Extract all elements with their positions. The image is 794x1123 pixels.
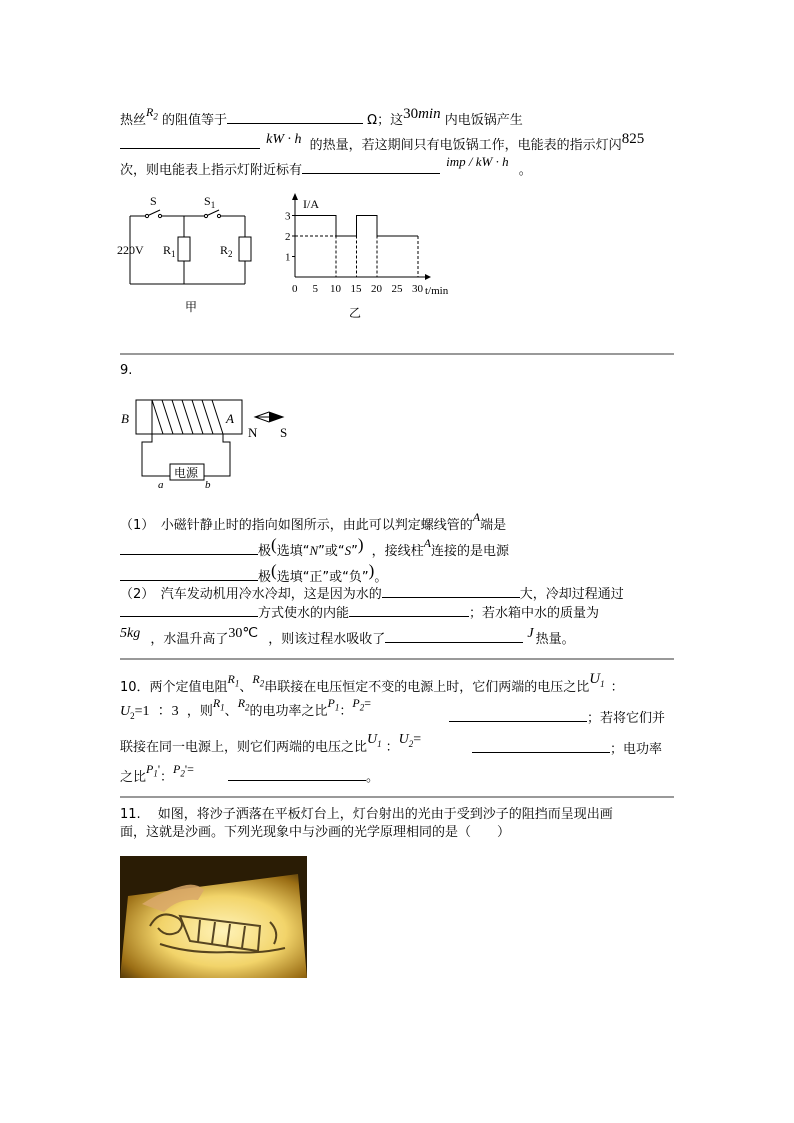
q9-text: 方式使水的内能 — [258, 606, 350, 621]
var-p1: $P_1$ — [327, 696, 340, 713]
q11-text-line1: 11. 如图，将沙子洒落在平板灯台上，灯台射出的光由于受到沙子的阻挡而呈现出画 — [120, 807, 613, 822]
x-tick-label: 15 — [350, 283, 362, 295]
q10-blank2-wrap — [472, 738, 662, 757]
q9-text: 选填“ — [276, 544, 310, 559]
q10-text: ： — [160, 770, 174, 785]
q9-part2-line1 — [120, 583, 624, 602]
var-p1-prime: $P_1'$ — [146, 762, 161, 779]
paren: ( — [271, 561, 277, 580]
q8-time: 30min — [403, 106, 441, 122]
divider — [120, 658, 674, 660]
q10-text: 。 — [365, 770, 379, 785]
var-p2-prime: $P_2'=$ — [173, 762, 194, 779]
voltage-label: 220V — [117, 243, 144, 257]
sand-painting-photo — [120, 856, 307, 978]
r1-label: $R_1$ — [163, 243, 176, 259]
r2-label: $R_2$ — [220, 243, 233, 259]
q10-text: 联接在同一电源上，则它们两端的电压之比 — [120, 740, 368, 755]
circuit-diagram-jia — [116, 190, 266, 320]
answer-blank[interactable] — [385, 628, 523, 643]
y-tick-label: 3 — [285, 210, 291, 223]
q9-text: 极 — [258, 544, 272, 559]
q10-text: ，则 — [186, 704, 213, 719]
q10-line3 — [120, 732, 422, 757]
y-tick-label: 1 — [285, 251, 291, 264]
temp-value: 30℃ — [228, 626, 259, 641]
var-a: A — [423, 536, 432, 550]
x-tick-label: 5 — [312, 283, 318, 295]
power-source-label: 电源 — [174, 466, 199, 480]
answer-blank[interactable] — [228, 766, 366, 781]
x-tick-label: 30 — [412, 283, 423, 295]
answer-blank[interactable] — [302, 159, 440, 174]
q10-text: 10．两个定值电阻 — [120, 680, 228, 695]
q11-text-line2: 面，这就是沙画。下列光现象中与沙画的光学原理相同的是（ ） — [120, 825, 511, 840]
switch-s1-label: $S_1$ — [204, 194, 216, 210]
q9-part1-line1 — [120, 510, 507, 533]
y-axis-label: I/A — [303, 197, 319, 211]
solenoid-end-a: A — [226, 411, 234, 426]
question-number-9: 9. — [120, 363, 133, 378]
q9-text: 端是 — [480, 518, 507, 533]
y-axis-arrow — [292, 193, 298, 200]
needle-s-label: S — [280, 425, 288, 440]
q9-text: ，则该过程水吸收了 — [268, 632, 386, 647]
divider — [120, 796, 674, 798]
answer-blank[interactable] — [349, 602, 469, 617]
var-u2: $U_2=1$ — [120, 704, 150, 721]
var-r1: $R_1$ — [227, 672, 240, 689]
var-r2: $R_2$ — [237, 696, 250, 713]
q10-text: 之比 — [120, 770, 147, 785]
ratio-value: ：3 — [157, 704, 179, 719]
q8-text: 的阻值等于 — [162, 113, 228, 128]
terminal-a-label: a — [158, 479, 164, 491]
needle-n-label: N — [248, 425, 258, 440]
answer-blank[interactable] — [120, 540, 258, 555]
q9-text: （2） 汽车发动机用冷水冷却，这是因为水的 — [120, 587, 382, 602]
var-r2: $R_2$ — [252, 672, 265, 689]
var-p2: $P_2=$ — [352, 696, 372, 713]
q9-text: ，水温升高了 — [150, 632, 229, 647]
paren: ) — [368, 561, 375, 580]
q9-text: 大，冷却过程通过 — [519, 587, 624, 602]
current-time-graph — [276, 190, 466, 322]
q10-blank1-wrap — [449, 707, 665, 726]
answer-blank[interactable] — [382, 583, 520, 598]
var-r1: $R_1$ — [212, 696, 225, 713]
answer-blank[interactable] — [449, 707, 587, 722]
var-u1: $U_1$ — [367, 732, 382, 749]
q9-text: 连接的是电源 — [431, 544, 510, 559]
q10-text: ；电功率 — [610, 742, 663, 757]
x-axis-label: t/min — [425, 285, 449, 297]
answer-blank[interactable] — [120, 566, 258, 581]
q10-text: 、 — [224, 704, 238, 719]
solenoid-end-b: B — [121, 411, 129, 426]
q8-text: 内电饭锅产生 — [444, 113, 523, 128]
unit-kwh: kW · h — [266, 132, 302, 147]
divider — [120, 353, 674, 355]
q9-text: ” — [351, 544, 358, 559]
unit-imp: imp / kW · h — [446, 154, 509, 169]
caption-yi: 乙 — [349, 306, 362, 320]
q10-text: ；若将它们并 — [587, 711, 666, 726]
q10-text: ： — [610, 680, 624, 695]
x-tick-label: 25 — [391, 283, 403, 295]
q10-text: ： — [385, 740, 399, 755]
q10-line4 — [120, 762, 379, 786]
q9-text: ；若水箱中水的质量为 — [469, 606, 600, 621]
paren: ) — [357, 535, 364, 554]
paren: ( — [271, 535, 277, 554]
q10-text: 、 — [239, 680, 253, 695]
q8-text: 热丝 — [120, 113, 147, 128]
var-a: A — [472, 510, 481, 524]
q9-text: 选填“正”或“负” — [276, 570, 369, 585]
answer-blank[interactable] — [227, 109, 363, 124]
q9-text: ，接线柱 — [371, 544, 424, 559]
q10-line2 — [120, 696, 372, 721]
q8-text: 的热量，若这期间只有电饭锅工作，电能表的指示灯闪 — [309, 138, 622, 153]
answer-blank[interactable] — [120, 602, 258, 617]
q9-text: 极 — [258, 570, 272, 585]
var-r2: $R_2$ — [146, 105, 158, 122]
var-u2: $U_2=$ — [398, 732, 422, 749]
q8-text: 。 — [518, 163, 532, 178]
unit-joule: J — [527, 626, 534, 641]
switch-s-label: S — [150, 194, 157, 208]
opt-s: S — [344, 543, 352, 558]
q9-part1-line2 — [120, 535, 510, 560]
q9-text: 热量。 — [535, 632, 575, 647]
terminal-b-label: b — [205, 479, 211, 491]
var-u1: $U_1$ — [589, 671, 605, 689]
q10-text: 的电功率之比 — [249, 704, 328, 719]
q9-text: 。 — [374, 570, 388, 585]
x-tick-label: 10 — [330, 283, 341, 295]
q9-part2-line3 — [120, 628, 575, 648]
mass-value: 5kg — [120, 626, 141, 641]
flash-count: 825 — [621, 131, 645, 147]
q9-text: （1） 小磁针静止时的指向如图所示，由此可以判定螺线管的 — [120, 518, 473, 533]
q8-line1 — [120, 105, 523, 129]
solenoid-diagram — [118, 396, 308, 492]
q8-line3 — [120, 154, 532, 178]
x-axis-arrow — [425, 274, 431, 280]
q8-line2 — [120, 131, 645, 154]
answer-blank[interactable] — [472, 738, 610, 753]
q10-line1 — [120, 671, 624, 697]
q8-text: 次，则电能表上指示灯附近标有 — [120, 163, 303, 178]
opt-n: N — [309, 543, 319, 558]
x-tick-label: 20 — [371, 283, 382, 295]
q9-text: ”或“ — [318, 544, 345, 559]
q10-text: 串联接在电压恒定不变的电源上时，它们两端的电压之比 — [264, 680, 590, 695]
caption-jia: 甲 — [185, 300, 198, 314]
y-tick-label: 2 — [285, 231, 291, 243]
x-tick-label: 0 — [292, 283, 298, 295]
q8-text: Ω；这 — [367, 113, 404, 128]
answer-blank[interactable] — [120, 134, 260, 149]
compass-needle-s — [269, 412, 283, 422]
q10-text: ： — [339, 704, 353, 719]
q9-part2-line2 — [120, 602, 599, 621]
